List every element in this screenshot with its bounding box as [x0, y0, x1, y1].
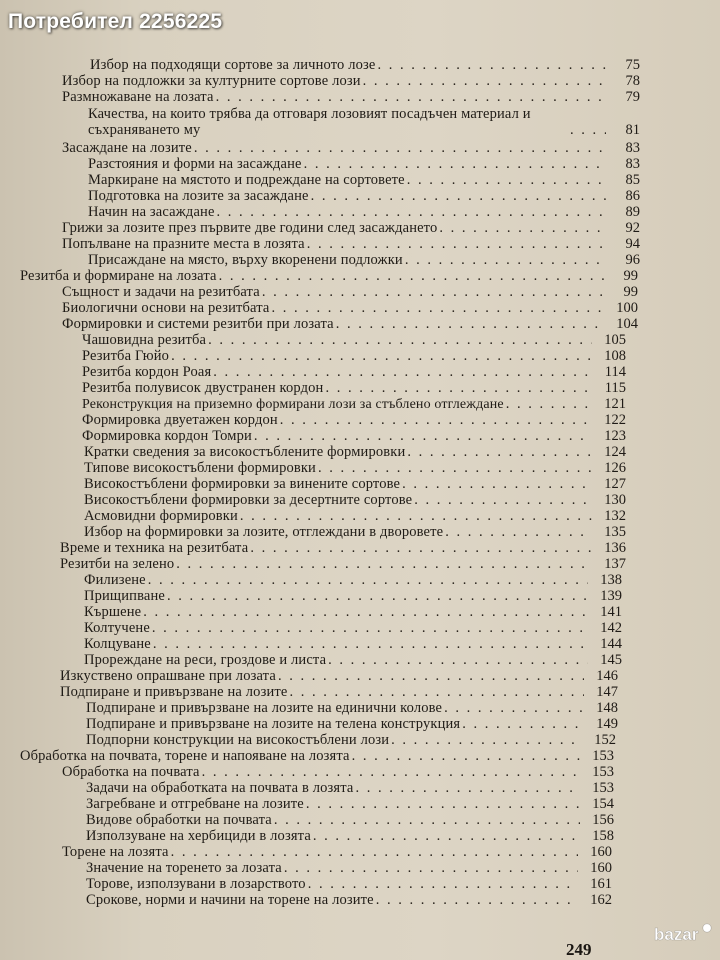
toc-entry: Видове обработки на почвата . . . 156 [86, 813, 614, 828]
bazar-logo [652, 912, 714, 954]
toc-entry: Резитба полувисок двустранен кордон . . . 115 [82, 381, 626, 396]
toc-entry: Същност и задачи на резитбата . . . 99 [62, 285, 638, 300]
toc-entry: Присаждане на място, върху вкоренени подложки . . . 96 [88, 253, 640, 268]
toc-entry: Резитба и формиране на лозата . . . 99 [20, 269, 638, 284]
toc-entry: Прореждане на реси, гроздове и листа . . . 145 [84, 653, 622, 668]
toc-entry: Значение на торенето за лозата . . . 160 [86, 861, 612, 876]
toc-entry: Колтучене . . . 142 [84, 621, 622, 636]
toc-entry: Филизене . . . 138 [84, 573, 622, 588]
toc-entry: Време и техника на резитбата . . . 136 [60, 541, 626, 556]
page-number: 249 [566, 940, 592, 959]
toc-entry: Изкуствено опрашване при лозата . . . 146 [60, 669, 618, 684]
toc-entry: Прищипване . . . 139 [84, 589, 622, 604]
toc-entry: Качества, на които трябва да отговаря лозовият посадъчен материал и съхраняването му . . . 81 [88, 106, 640, 138]
toc-entry: Асмовидни формировки . . . 132 [84, 509, 626, 524]
user-watermark: Потребител 2256225 [8, 10, 223, 33]
toc-entry: Избор на подходящи сортове за личното лозе . . . 75 [90, 58, 640, 73]
toc-entry: Колцуване . . . 144 [84, 637, 622, 652]
toc-entry: Подпиране и привързване на лозите . . . 147 [60, 685, 618, 700]
toc-entry: Задачи на обработката на почвата в лозята . . . 153 [86, 781, 614, 796]
toc-entry: Формировка двуетажен кордон . . . 122 [82, 413, 626, 428]
toc-entry: Избор на подложки за културните сортове лози . . . 78 [62, 74, 640, 89]
toc-entry: Грижи за лозите през първите две години след засаждането . . . 92 [62, 221, 640, 236]
toc-entry: Избор на формировки за лозите, отглеждани в дворовете . . . 135 [84, 525, 626, 540]
toc-entry: Използуване на хербициди в лозята . . . 158 [86, 829, 614, 844]
toc-entry: Маркиране на мястото и подреждане на сортовете . . . 85 [88, 173, 640, 188]
toc-entry: Подготовка на лозите за засаждане . . . 86 [88, 189, 640, 204]
toc-entry: Подпорни конструкции на високостъблени лози . . . 152 [86, 733, 616, 748]
toc-entry: Размножаване на лозата . . . 79 [62, 90, 640, 105]
toc-entry: Чашовидна резитба . . . 105 [82, 333, 626, 348]
toc-entry: Засаждане на лозите . . . 83 [62, 141, 640, 156]
toc-entry: Срокове, норми и начини на торене на лозите . . . 162 [86, 893, 612, 908]
toc-entry: Резитба кордон Роая . . . 114 [82, 365, 626, 380]
toc-entry: Обработка на почвата, торене и напояване на лозята . . . 153 [20, 749, 614, 764]
toc-entry: Подпиране и привързване на лозите на единични колове . . . 148 [86, 701, 618, 716]
toc-entry: Начин на засаждане . . . 89 [88, 205, 640, 220]
toc-entry: Подпиране и привързване на лозите на телена конструкция . . . 149 [86, 717, 618, 732]
toc-entry: Кратки сведения за високостъблените формировки . . . 124 [84, 445, 626, 460]
toc-entry: Формировка кордон Томри . . . 123 [82, 429, 626, 444]
toc-entry: Формировки и системи резитби при лозата . . . 104 [62, 317, 638, 332]
toc-entry: Торове, използувани в лозарството . . . 161 [86, 877, 612, 892]
toc-entry: Кършене . . . 141 [84, 605, 622, 620]
toc-entry: Високостъблени формировки за винените сортове . . . 127 [84, 477, 626, 492]
toc-entry: Биологични основи на резитбата . . . 100 [62, 301, 638, 316]
toc-entry: Попълване на празните места в лозята . . . 94 [62, 237, 640, 252]
toc-entry: Резитби на зелено . . . 137 [60, 557, 626, 572]
svg-text:bazar: bazar [654, 925, 699, 944]
toc-entry: Загребване и отгребване на лозите . . . 154 [86, 797, 614, 812]
toc-entry: Разстояния и форми на засаждане . . . 83 [88, 157, 640, 172]
toc-entry: Реконструкция на приземно формирани лози за стъблено отглеждане . . . 121 [82, 397, 626, 412]
toc-entry: Обработка на почвата . . . 153 [62, 765, 614, 780]
toc-entry: Типове високостъблени формировки . . . 126 [84, 461, 626, 476]
toc-entry: Високостъблени формировки за десертните сортове . . . 130 [84, 493, 626, 508]
toc-entry: Резитба Гюйо . . . 108 [82, 349, 626, 364]
toc-entry: Торене на лозята . . . 160 [62, 845, 612, 860]
